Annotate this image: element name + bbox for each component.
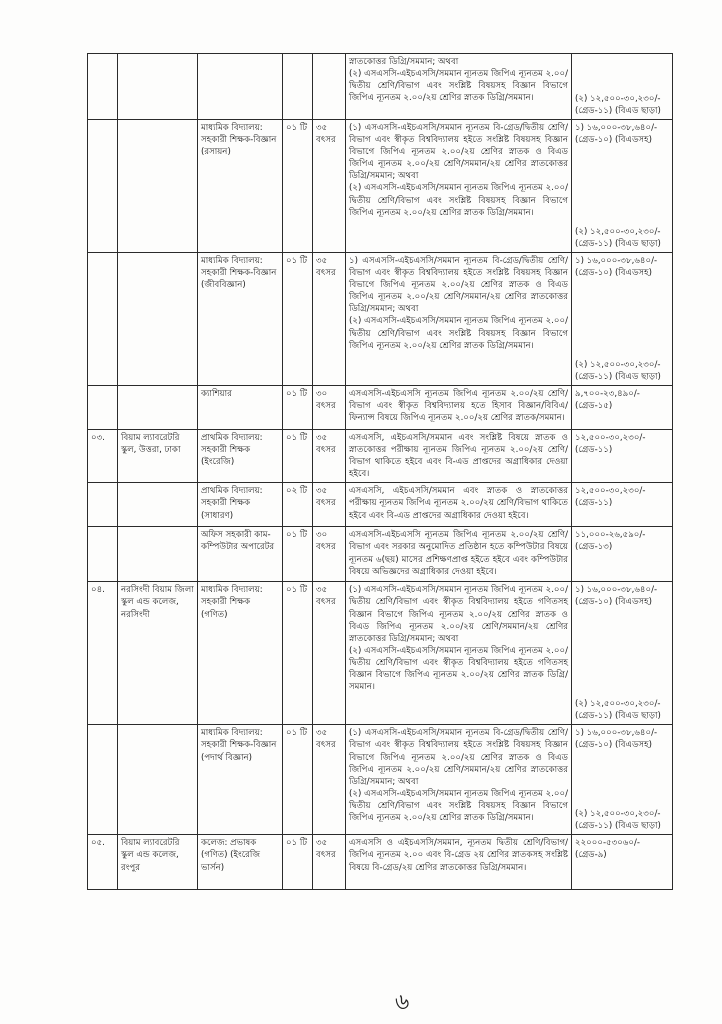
- qualification-cell: (১) এসএসসি-এইচএসসি/সমমান ন্যূনতম বি-গ্রেড/দ্বিতীয় শ্রেণি/বিভাগ এবং স্বীকৃত বিশ্ববিদ্যালয় হইতে সংশ্লিষ্ট বিষয়সহ বিজ্ঞান বিভাগে জিপিএ ন্যূনতম ২.০০/২য় শ্রেণির স্নাতক ও বিএড জিপিএ ন্যূনতম ২.০০/২য় শ্রেণি/সমমান/২য় শ্রেণির স্নাতকোত্তর ডিগ্রি/সমমান; অথবা (২) এসএসসি-এইচএসসি/সমমান ন্যূনতম জিপিএ ন্যূনতম ২.০০/দ্বিতীয় শ্রেণি/বিভাগ এবং সংশ্লিষ্ট বিষয়সহ বিজ্ঞান বিভাগে জিপিএ ন্যূনতম ২.০০/২য় শ্রেণির স্নাতক ডিগ্রি/সমমান।: [346, 120, 572, 253]
- serial-cell: [88, 120, 118, 253]
- pay-scale-primary: ১) ১৬,০০০-৩৮,৬৪০/- (গ্রেড-১০) (বিএডসহ): [575, 728, 658, 751]
- pay-scale-cell: [572, 582, 673, 725]
- pay-scale-secondary: (২) ১২,৫০০-৩০,২৩০/- (গ্রেড-১১) (বিএড ছাড়া): [575, 93, 661, 116]
- post-count-cell: ০১ টি: [283, 386, 313, 430]
- institution-cell: [118, 527, 198, 582]
- post-count-cell: ০১ টি: [283, 253, 313, 386]
- post-name-cell: মাধ্যমিক বিদ্যালয়: সহকারী শিক্ষক-বিজ্ঞান (রসায়ন): [198, 120, 283, 253]
- pay-scale-primary: ২২০০০-৫৩০৬০/- (গ্রেড-৯): [575, 838, 640, 861]
- pay-scale-primary: ৯,৭০০-২৩,৪৯০/- (গ্রেড-১৫): [575, 389, 640, 412]
- table-row: [88, 253, 673, 386]
- qualification-cell: স্নাতকোত্তর ডিগ্রি/সমমান; অথবা (২) এসএসসি-এইচএসসি/সমমান ন্যূনতম জিপিএ ন্যূনতম ২.০০/দ্বিতীয় শ্রেণি/বিভাগ এবং সংশ্লিষ্ট বিষয়সহ বিজ্ঞান বিভাগে জিপিএ ন্যূনতম ২.০০/২য় শ্রেণির স্নাতক ডিগ্রি/সমমান।: [346, 54, 572, 120]
- serial-cell: ০৪.: [88, 582, 118, 725]
- pay-scale-primary: ১২,৫০০-৩০,২৩০/- (গ্রেড-১১): [575, 486, 646, 509]
- post-name-cell: মাধ্যমিক বিদ্যালয়: সহকারী শিক্ষক-বিজ্ঞান (পদার্থ বিজ্ঞান): [198, 725, 283, 835]
- recruitment-table: [87, 53, 673, 890]
- table-row: [88, 120, 673, 253]
- serial-cell: [88, 386, 118, 430]
- table-row: [88, 54, 673, 120]
- age-limit-cell: ৩০ বৎসর: [313, 527, 346, 582]
- age-limit-cell: ৩০ বৎসর: [313, 386, 346, 430]
- serial-cell: [88, 725, 118, 835]
- age-limit-cell: ৩৫ বৎসর: [313, 253, 346, 386]
- age-limit-cell: ৩৫ বৎসর: [313, 483, 346, 527]
- institution-cell: [118, 54, 198, 120]
- post-name-cell: প্রাথমিক বিদ্যালয়: সহকারী শিক্ষক (ইংরেজি): [198, 430, 283, 483]
- institution-cell: বিয়াম ল্যাবরেটরি স্কুল, উত্তরা, ঢাকা: [118, 430, 198, 483]
- age-limit-cell: ৩৫ বৎসর: [313, 835, 346, 890]
- serial-cell: [88, 54, 118, 120]
- table-row: [88, 386, 673, 430]
- qualification-cell: ১) এসএসসি-এইচএসসি/সমমান ন্যূনতম বি-গ্রেড/দ্বিতীয় শ্রেণি/বিভাগ এবং স্বীকৃত বিশ্ববিদ্যালয় হইতে সংশ্লিষ্ট বিষয়সহ বিজ্ঞান বিভাগে জিপিএ ন্যূনতম ২.০০/২য় শ্রেণির স্নাতক ও বিএড জিপিএ ন্যূনতম ২.০০/২য় শ্রেণি/সমমান/২য় শ্রেণির স্নাতকোত্তর ডিগ্রি/সমমান; অথবা (২) এসএসসি-এইচএসসি/সমমান ন্যূনতম জিপিএ ন্যূনতম ২.০০/দ্বিতীয় শ্রেণি/বিভাগ এবং সংশ্লিষ্ট বিষয়সহ বিজ্ঞান বিভাগে জিপিএ ন্যূনতম ২.০০/২য় শ্রেণির স্নাতক ডিগ্রি/সমমান।: [346, 253, 572, 386]
- post-name-cell: প্রাথমিক বিদ্যালয়: সহকারী শিক্ষক (সাধারণ): [198, 483, 283, 527]
- post-name-cell: ক্যাশিয়ার: [198, 386, 283, 430]
- pay-scale-cell: [572, 120, 673, 253]
- pay-scale-secondary: (২) ১২,৫০০-৩০,২৩০/- (গ্রেড-১১) (বিএড ছাড়া): [575, 699, 661, 722]
- pay-scale-primary: ১১,০০০-২৬,৫৯০/- (গ্রেড-১৩): [575, 530, 646, 553]
- pay-scale-primary: ১) ১৬,০০০-৩৮,৬৪০/- (গ্রেড-১০) (বিএডসহ): [575, 256, 658, 279]
- qualification-cell: এসএসসি, এইচএসসি/সমমান এবং সংশ্লিষ্ট বিষয়ে স্নাতক ও স্নাতকোত্তর পরীক্ষায় ন্যূনতম জিপিএ ন্যূনতম ২.০০/২য় শ্রেণি/বিভাগ থাকিতে হইবে এবং বি-এড প্রাপ্তদের অগ্রাধিকার দেওয়া হইবে।: [346, 430, 572, 483]
- post-count-cell: ০১ টি: [283, 835, 313, 890]
- table-row: [88, 430, 673, 483]
- age-limit-cell: ৩৫ বৎসর: [313, 120, 346, 253]
- post-count-cell: ০১ টি: [283, 582, 313, 725]
- post-count-cell: ০১ টি: [283, 430, 313, 483]
- institution-cell: [118, 725, 198, 835]
- qualification-cell: এসএসসি-এইচএসসি ন্যূনতম জিপিএ ন্যূনতম ২.০০/২য় শ্রেণি/বিভাগ এবং সরকার অনুমোদিত প্রতিষ্ঠান হতে কম্পিউটার বিষয়ে ন্যূনতম ৬(ছয়) মাসের প্রশিক্ষণপ্রাপ্ত হইতে হইবে এবং কম্পিউটার বিষয়ে অভিজ্ঞদের অগ্রাধিকার দেওয়া হইবে।: [346, 527, 572, 582]
- institution-cell: [118, 386, 198, 430]
- post-count-cell: [283, 54, 313, 120]
- age-limit-cell: ৩৫ বৎসর: [313, 582, 346, 725]
- serial-cell: ০৩.: [88, 430, 118, 483]
- qualification-cell: (১) এসএসসি-এইচএসসি/সমমান ন্যূনতম বি-গ্রেড/দ্বিতীয় শ্রেণি/বিভাগ এবং স্বীকৃত বিশ্ববিদ্যালয় হইতে সংশ্লিষ্ট বিষয়সহ বিজ্ঞান বিভাগে জিপিএ ন্যূনতম ২.০০/২য় শ্রেণির স্নাতক ও বিএড জিপিএ ন্যূনতম ২.০০/২য় শ্রেণি/সমমান/২য় শ্রেণির স্নাতকোত্তর ডিগ্রি/সমমান; অথবা (২) এসএসসি-এইচএসসি/সমমান ন্যূনতম জিপিএ ন্যূনতম ২.০০/দ্বিতীয় শ্রেণি/বিভাগ এবং সংশ্লিষ্ট বিষয়সহ বিজ্ঞান বিভাগে জিপিএ ন্যূনতম ২.০০/২য় শ্রেণির স্নাতক ডিগ্রি/সমমান।: [346, 725, 572, 835]
- pay-scale-secondary: (২) ১২,৫০০-৩০,২৩০/- (গ্রেড-১১) (বিএড ছাড়া): [575, 226, 661, 249]
- pay-scale-primary: ১২,৫০০-৩০,২৩০/- (গ্রেড-১১): [575, 433, 646, 456]
- table-body: [88, 54, 673, 890]
- pay-scale-cell: [572, 54, 673, 120]
- institution-cell: নরসিংদী বিয়াম জিলা স্কুল এন্ড কলেজ, নরসিংদী: [118, 582, 198, 725]
- serial-cell: [88, 253, 118, 386]
- qualification-cell: এসএসসি, এইচএসসি/সমমান এবং স্নাতক ও স্নাতকোত্তর পরীক্ষায় ন্যূনতম জিপিএ ন্যূনতম ২.০০/২য় শ্রেণি/বিভাগ থাকিতে হইবে এবং বি-এড প্রাপ্তদের অগ্রাধিকার দেওয়া হইবে।: [346, 483, 572, 527]
- institution-cell: [118, 483, 198, 527]
- post-count-cell: ০১ টি: [283, 725, 313, 835]
- serial-cell: ০৫.: [88, 835, 118, 890]
- institution-cell: বিয়াম ল্যাবরেটরি স্কুল এন্ড কলেজ, রংপুর: [118, 835, 198, 890]
- pay-scale-cell: [572, 527, 673, 582]
- pay-scale-cell: [572, 430, 673, 483]
- qualification-cell: (১) এসএসসি-এইচএসসি/সমমান ন্যূনতম জিপিএ ন্যূনতম ২.০০/দ্বিতীয় শ্রেণি/বিভাগ এবং স্বীকৃত বিশ্ববিদ্যালয় হইতে গণিতসহ বিজ্ঞান বিভাগে জিপিএ ন্যূনতম ২.০০/২য় শ্রেণির স্নাতক ও বিএড জিপিএ ন্যূনতম ২.০০/২য় শ্রেণি/সমমান/২য় শ্রেণির স্নাতকোত্তর ডিগ্রি/সমমান; অথবা (২) এসএসসি-এইচএসসি/সমমান ন্যূনতম জিপিএ ন্যূনতম ২.০০/দ্বিতীয় শ্রেণি/বিভাগ এবং স্বীকৃত বিশ্ববিদ্যালয় হইতে গণিতসহ বিজ্ঞান বিভাগে জিপিএ ন্যূনতম ২.০০/২য় শ্রেণির স্নাতক ডিগ্রি/সমমান।: [346, 582, 572, 725]
- pay-scale-primary: ১) ১৬,০০০-৩৮,৬৪০/- (গ্রেড-১০) (বিএডসহ): [575, 123, 658, 146]
- post-count-cell: ০১ টি: [283, 120, 313, 253]
- table-row: [88, 725, 673, 835]
- pay-scale-secondary: (২) ১২,৫০০-৩০,২৩০/- (গ্রেড-১১) (বিএড ছাড়া): [575, 809, 661, 832]
- post-count-cell: ০২ টি: [283, 483, 313, 527]
- pay-scale-cell: [572, 253, 673, 386]
- pay-scale-cell: [572, 483, 673, 527]
- post-name-cell: [198, 54, 283, 120]
- pay-scale-cell: [572, 386, 673, 430]
- post-name-cell: অফিস সহকারী কাম-কম্পিউটার অপারেটর: [198, 527, 283, 582]
- post-count-cell: ০১ টি: [283, 527, 313, 582]
- table-row: [88, 835, 673, 890]
- qualification-cell: এসএসসি ও এইচএসসি/সমমান, ন্যূনতম দ্বিতীয় শ্রেণি/বিভাগ/জিপিএ ন্যূনতম ২.০০ এবং বি-গ্রেড ২য় শ্রেণির স্নাতকসহ সংশ্লিষ্ট বিষয়ে বি-গ্রেড/২য় শ্রেণির স্নাতকোত্তর ডিগ্রি/সমমান।: [346, 835, 572, 890]
- table-row: [88, 483, 673, 527]
- pay-scale-cell: [572, 835, 673, 890]
- pay-scale-cell: [572, 725, 673, 835]
- post-name-cell: কলেজ: প্রভাষক (গণিত) (ইংরেজি ভার্সন): [198, 835, 283, 890]
- serial-cell: [88, 483, 118, 527]
- age-limit-cell: [313, 54, 346, 120]
- table-row: [88, 527, 673, 582]
- age-limit-cell: ৩৫ বৎসর: [313, 725, 346, 835]
- age-limit-cell: ৩৫ বৎসর: [313, 430, 346, 483]
- post-name-cell: মাধ্যমিক বিদ্যালয়: সহকারী শিক্ষক (গণিত): [198, 582, 283, 725]
- table-row: [88, 582, 673, 725]
- post-name-cell: মাধ্যমিক বিদ্যালয়: সহকারী শিক্ষক-বিজ্ঞান (জীববিজ্ঞান): [198, 253, 283, 386]
- page-number: ৬: [395, 990, 410, 1015]
- pay-scale-primary: ১) ১৬,০০০-৩৮,৬৪০/- (গ্রেড-১০) (বিএডসহ): [575, 585, 658, 608]
- qualification-cell: এসএসসি-এইচএসসি ন্যূনতম জিপিএ ন্যূনতম ২.০০/২য় শ্রেণি/বিভাগ এবং স্বীকৃত বিশ্ববিদ্যালয় হতে হিসাব বিজ্ঞান/বিবিএ/ফিন্যান্স বিষয়ে জিপিএ ন্যূনতম ২.০০/২য় শ্রেণির স্নাতক/সমমান।: [346, 386, 572, 430]
- institution-cell: [118, 253, 198, 386]
- serial-cell: [88, 527, 118, 582]
- pay-scale-secondary: (২) ১২,৫০০-৩০,২৩০/- (গ্রেড-১১) (বিএড ছাড়া): [575, 359, 661, 382]
- institution-cell: [118, 120, 198, 253]
